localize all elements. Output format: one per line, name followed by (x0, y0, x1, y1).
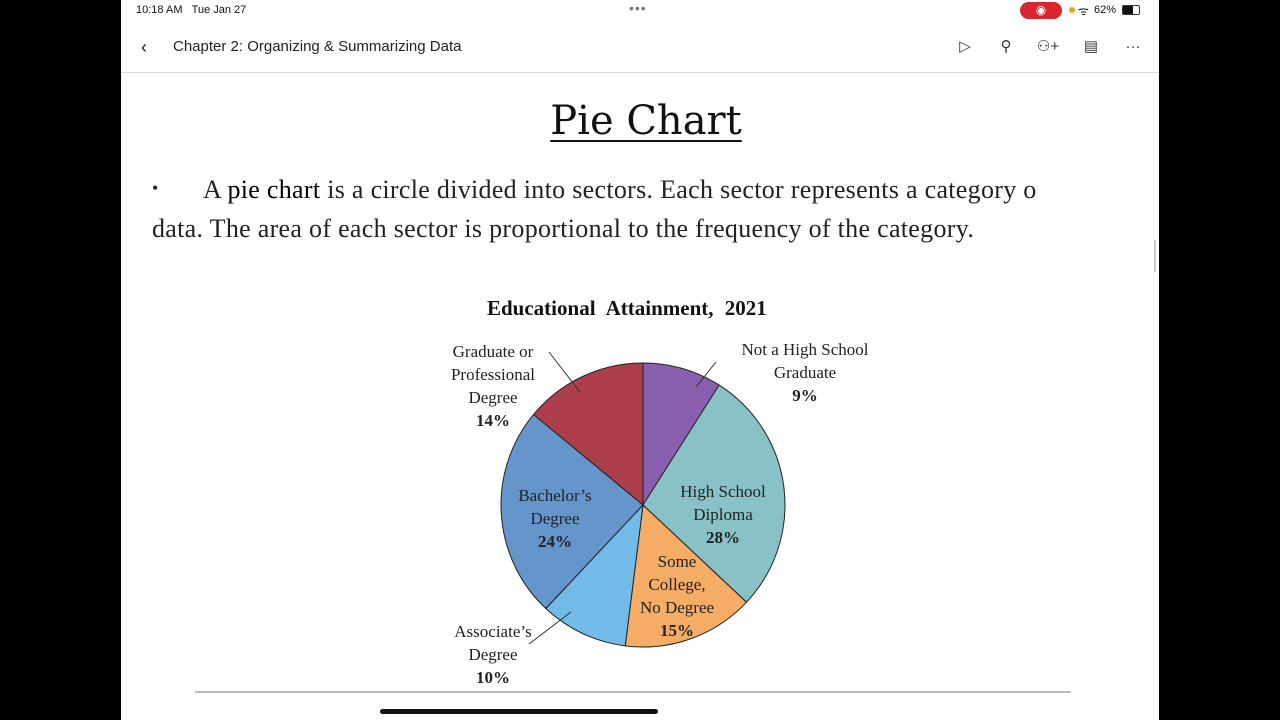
slice-label (640, 550, 714, 642)
slice-label (454, 620, 531, 689)
slice-label-text: Associate’s (454, 622, 532, 641)
back-button[interactable]: ‹ (141, 37, 147, 57)
more-icon[interactable]: ··· (1125, 38, 1141, 55)
horizontal-scrollbar[interactable] (195, 691, 1071, 693)
vertical-scrollbar[interactable] (1154, 240, 1156, 272)
slice-label-text: Graduate or (452, 342, 534, 361)
play-icon[interactable]: ▷ (959, 38, 971, 55)
wifi-icon: ᯤ (1078, 4, 1089, 18)
slice-label-text: Degree (468, 388, 518, 407)
slice-label-text: Professional (450, 365, 536, 384)
comments-icon[interactable]: ▤ (1083, 38, 1099, 55)
leader-line (549, 352, 580, 392)
slice-percent: 10% (476, 668, 510, 687)
slice-label-text: Not a High School (741, 340, 869, 359)
screen-recording-icon[interactable]: ◉ (1020, 2, 1062, 19)
slice-percent: 9% (792, 386, 818, 405)
slice-label-text: Some (657, 552, 697, 571)
slice-label-text: Bachelor’s (518, 486, 592, 505)
slice-label-text: High School (680, 482, 766, 501)
bullet: • (152, 178, 159, 198)
slice-percent: 14% (475, 411, 510, 430)
chart-title: Educational Attainment, 2021 (487, 296, 767, 320)
slice-percent: 15% (659, 621, 694, 640)
slice-label-text: Degree (530, 509, 580, 528)
term-pie-chart: pie chart (227, 175, 321, 204)
leader-line (529, 612, 571, 644)
add-person-icon[interactable]: ⚇+ (1036, 38, 1060, 55)
document-title: Chapter 2: Organizing & Summarizing Data (173, 38, 462, 55)
slice-label-text: Degree (468, 645, 518, 664)
slice-label (451, 340, 535, 432)
body-line-2: data. The area of each sector is proportional to the frequency of the category. (152, 214, 975, 243)
body-line-1: A pie chart is a circle divided into sectors. Each sector represents a category o (203, 175, 1037, 204)
battery-percent: 62% (1094, 4, 1117, 16)
slice-label (518, 484, 591, 553)
slide-title: Pie Chart (550, 98, 742, 144)
slice-label-text: College, (648, 575, 706, 594)
slice-percent: 28% (705, 528, 740, 547)
search-icon[interactable]: ⚲ (1000, 38, 1012, 55)
home-indicator[interactable] (380, 709, 658, 714)
status-time: 10:18 AM Tue Jan 27 (136, 4, 247, 16)
slice-percent: 24% (538, 532, 572, 551)
document-viewer (121, 0, 1159, 720)
slice-label-text: No Degree (639, 598, 715, 617)
slice-label-text: Diploma (693, 505, 753, 524)
multitask-dots[interactable]: ••• (629, 0, 647, 16)
slice-label-text: Graduate (773, 363, 837, 382)
slice-label (680, 480, 765, 549)
slice-label (741, 338, 868, 407)
